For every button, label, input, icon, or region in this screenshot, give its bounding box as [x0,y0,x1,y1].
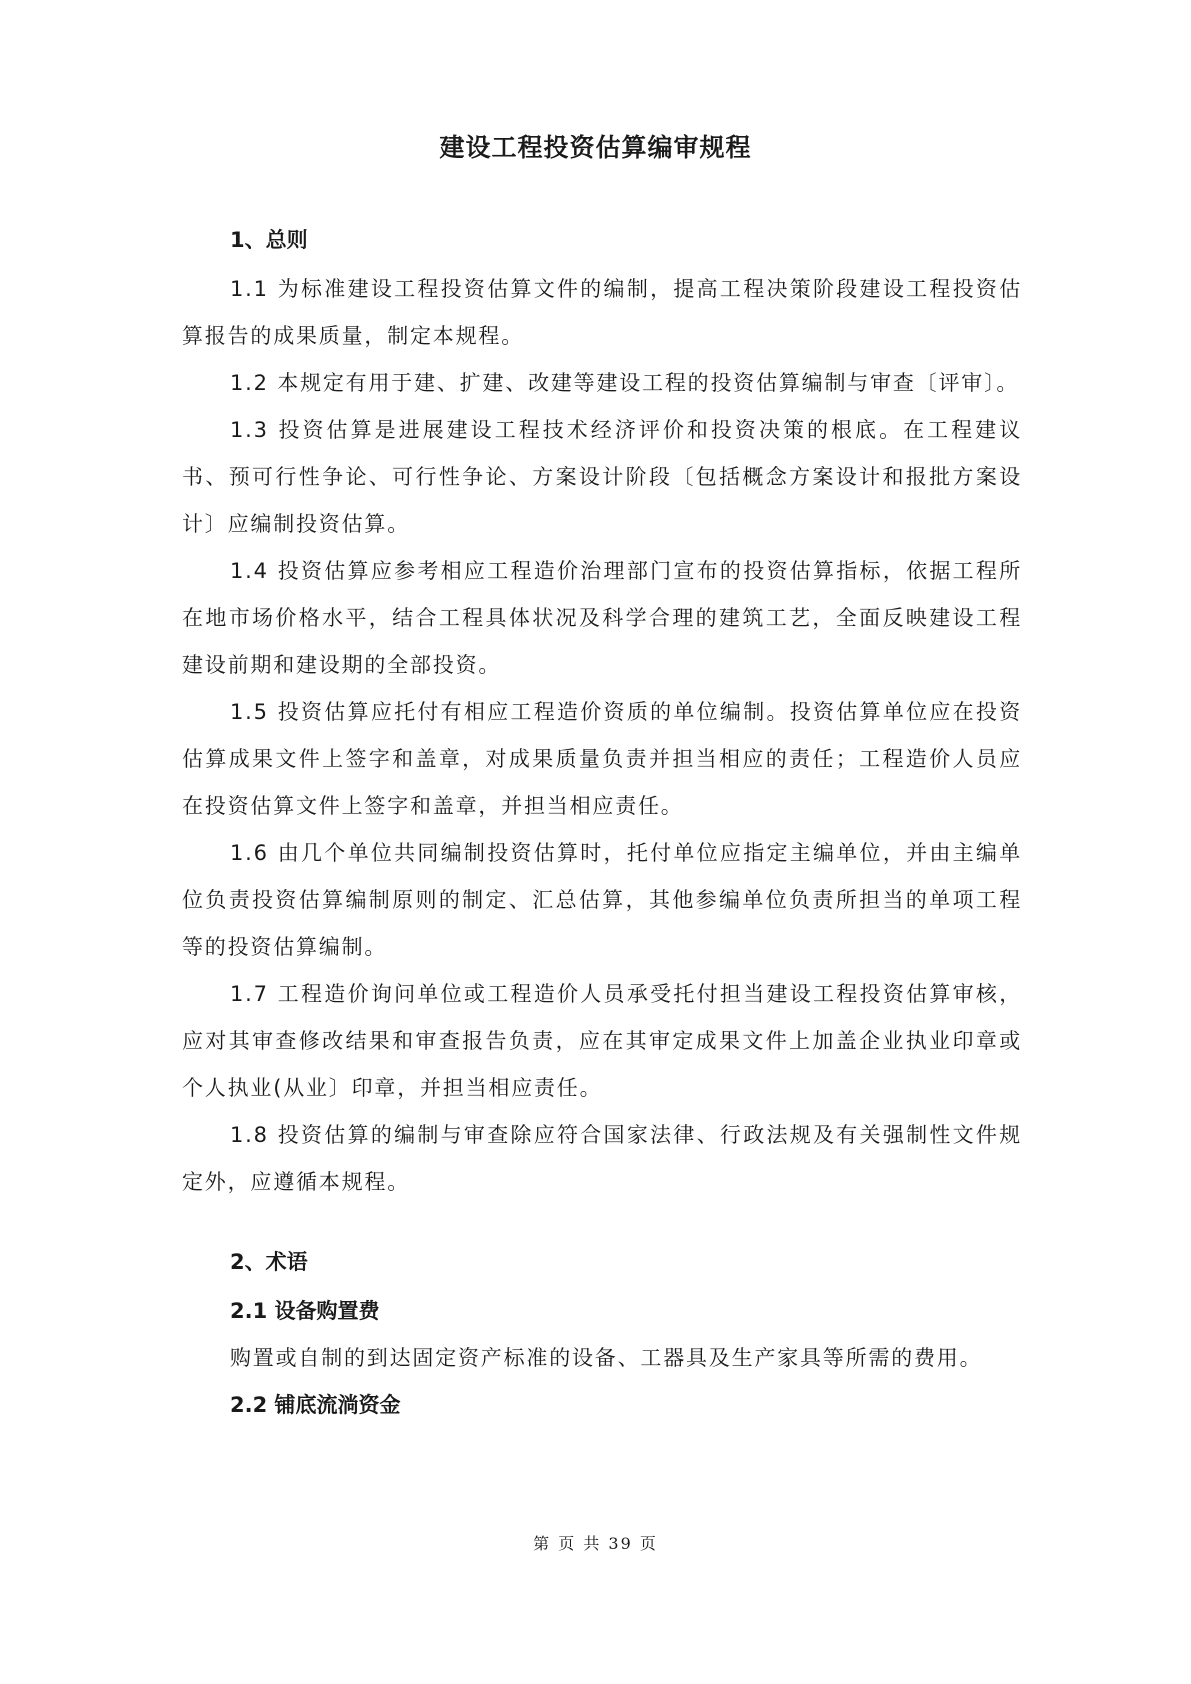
term-heading: 2.1 设备购置费 [230,1299,380,1323]
page-footer: 第 页 共 39 页 [533,1534,658,1553]
term-heading: 2.2 铺底流淌资金 [230,1393,401,1417]
paragraph-1-7: 1.7 工程造价询问单位或工程造价人员承受托付担当建设工程投资估算审核，应对其审查修改结果和审查报告负责，应在其审定成果文件上加盖企业执业印章或个人执业(从业〕印章，并担当相应责任。 [182,982,1022,1100]
paragraph-1-5: 1.5 投资估算应托付有相应工程造价资质的单位编制。投资估算单位应在投资估算成果文件上签字和盖章，对成果质量负责并担当相应的责任；工程造价人员应在投资估算文件上签字和盖章，并担当相应责任。 [182,700,1022,818]
paragraph-1-2: 1.2 本规定有用于建、扩建、改建等建设工程的投资估算编制与审查〔评审〕。 [230,371,1020,395]
document-body [182,222,1022,1429]
paragraph-1-1: 1.1 为标准建设工程投资估算文件的编制，提高工程决策阶段建设工程投资估算报告的成果质量，制定本规程。 [182,277,1022,348]
term-definition: 购置或自制的到达固定资产标准的设备、工器具及生产家具等所需的费用。 [230,1346,983,1370]
paragraph-1-3: 1.3 投资估算是进展建设工程技术经济评价和投资决策的根底。在工程建议书、预可行性争论、可行性争论、方案设计阶段〔包括概念方案设计和报批方案设计〕应编制投资估算。 [182,418,1022,536]
section-heading: 1、总则 [230,228,308,252]
section-heading: 2、术语 [230,1250,308,1274]
paragraph-1-8: 1.8 投资估算的编制与审查除应符合国家法律、行政法规及有关强制性文件规定外，应遵循本规程。 [182,1123,1022,1194]
paragraph-1-6: 1.6 由几个单位共同编制投资估算时，托付单位应指定主编单位，并由主编单位负责投资估算编制原则的制定、汇总估算，其他参编单位负责所担当的单项工程等的投资估算编制。 [182,841,1022,959]
paragraph-1-4: 1.4 投资估算应参考相应工程造价治理部门宣布的投资估算指标，依据工程所在地市场价格水平，结合工程具体状况及科学合理的建筑工艺，全面反映建设工程建设前期和建设期的全部投资。 [182,559,1022,677]
document-title: 建设工程投资估算编审规程 [439,133,752,162]
